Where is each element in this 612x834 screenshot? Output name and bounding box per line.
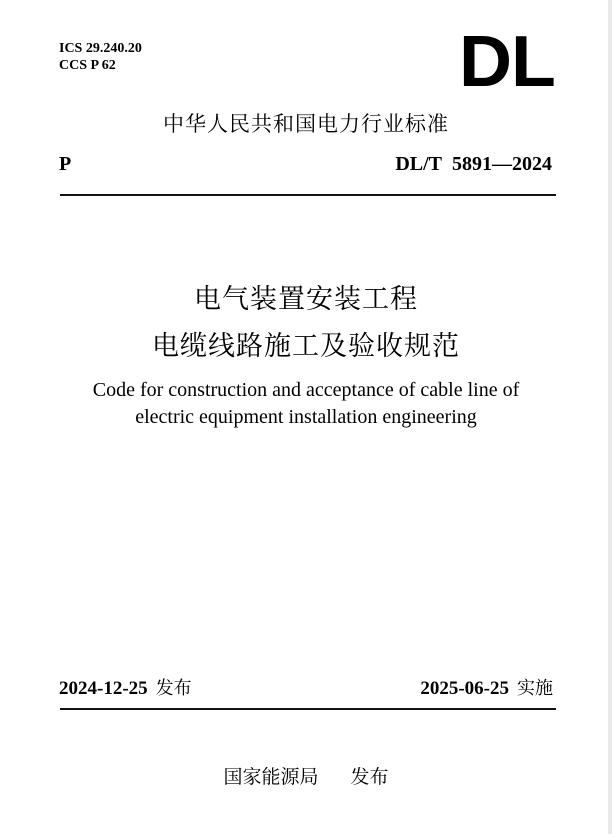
standard-category-title: 中华人民共和国电力行业标准 xyxy=(163,112,449,136)
ccs-code: CCS P 62 xyxy=(59,58,116,73)
title-cn-line-1: 电气装置安装工程 xyxy=(194,284,418,315)
class-code: P xyxy=(59,153,72,175)
standard-prefix: DL/T xyxy=(395,153,442,175)
bottom-divider xyxy=(60,708,556,710)
publisher-name: 国家能源局 xyxy=(223,766,319,788)
publish-label: 发布 xyxy=(350,766,389,788)
effective-label: 实施 xyxy=(517,678,553,699)
title-en-line-2: electric equipment installation engineering xyxy=(135,406,477,428)
issue-label: 发布 xyxy=(155,678,192,699)
issue-date-block xyxy=(59,677,192,701)
page-edge xyxy=(608,0,612,834)
standard-number-value: 5891—2024 xyxy=(452,153,552,175)
publisher-line xyxy=(0,764,612,790)
dl-logo: DL xyxy=(459,22,555,102)
effective-date-block xyxy=(420,677,553,701)
effective-date: 2025-06-25 xyxy=(420,678,509,699)
ics-code: ICS 29.240.20 xyxy=(59,41,142,56)
standard-number xyxy=(395,152,552,176)
issue-date: 2024-12-25 xyxy=(59,678,148,699)
classification-codes xyxy=(59,40,142,74)
top-divider xyxy=(60,194,556,196)
title-en-line-1: Code for construction and acceptance of cable line of xyxy=(92,379,520,401)
title-cn-line-2: 电缆线路施工及验收规范 xyxy=(152,331,460,362)
